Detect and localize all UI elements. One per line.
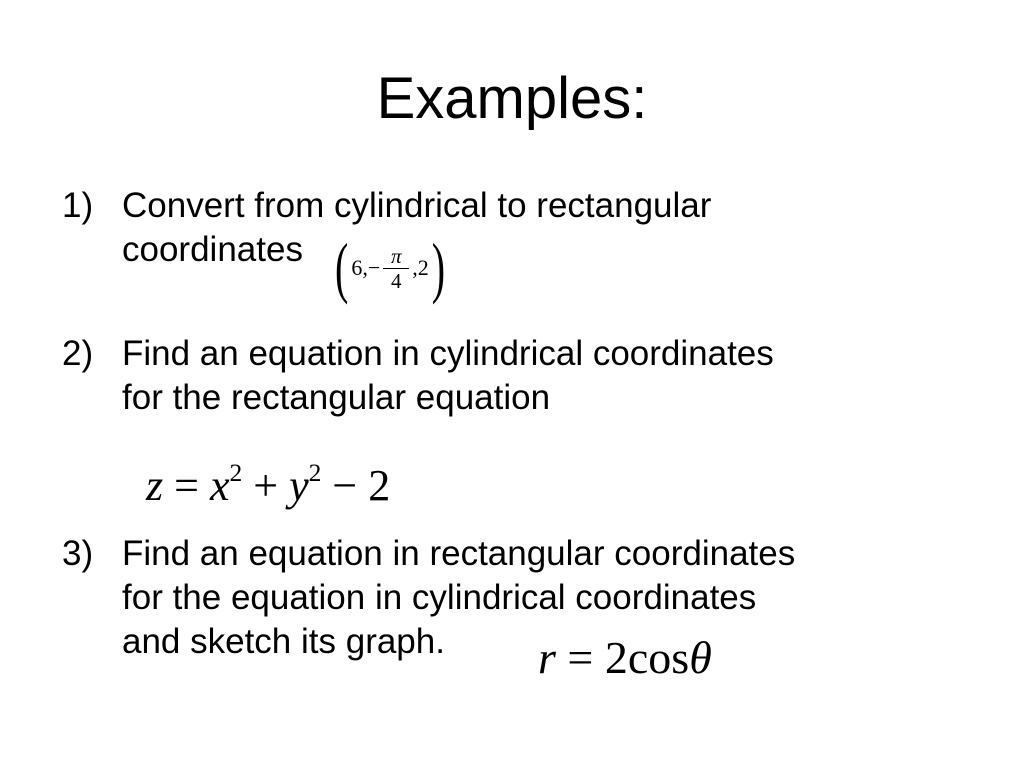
- eq3-rhs: 2cos: [604, 632, 690, 683]
- right-paren: ): [431, 228, 446, 306]
- eq3-theta: θ: [689, 632, 712, 683]
- item-1-line-2: coordinates: [122, 230, 303, 269]
- left-paren: (: [335, 228, 349, 306]
- item-3-number: 3): [62, 534, 94, 573]
- item-1-number: 1): [62, 186, 94, 225]
- item-3-line-3: and sketch its graph.: [122, 622, 445, 661]
- fraction-numerator: π: [390, 243, 402, 268]
- rectangular-equation: [146, 456, 390, 516]
- eq2-equals: =: [163, 461, 210, 510]
- eq2-minus-two: − 2: [321, 461, 391, 510]
- eq2-z: z: [146, 461, 164, 510]
- point-theta-fraction: [383, 244, 409, 293]
- item-2-line-1: Find an equation in cylindrical coordinates: [122, 334, 774, 373]
- point-r: 6,: [351, 255, 368, 280]
- item-1-line-1: Convert from cylindrical to rectangular: [122, 186, 712, 225]
- point-z: ,2: [412, 255, 429, 280]
- item-3-line-2: for the equation in cylindrical coordinates: [122, 578, 757, 617]
- eq3-equals: =: [555, 632, 605, 683]
- point-sign: −: [367, 255, 381, 280]
- item-2-number: 2): [62, 334, 94, 373]
- eq2-y: y: [289, 461, 309, 510]
- eq2-y-exponent: 2: [308, 457, 322, 487]
- eq2-plus: +: [242, 461, 290, 510]
- eq2-x-exponent: 2: [229, 457, 243, 487]
- eq3-r: r: [538, 632, 556, 683]
- cylindrical-equation: [538, 628, 712, 688]
- slide-title: Examples:: [376, 66, 648, 131]
- cylindrical-point: [332, 228, 448, 306]
- item-2-line-2: for the rectangular equation: [122, 378, 551, 417]
- fraction-denominator: 4: [391, 268, 402, 293]
- item-3-line-1: Find an equation in rectangular coordinates: [122, 534, 796, 573]
- eq2-x: x: [209, 461, 230, 510]
